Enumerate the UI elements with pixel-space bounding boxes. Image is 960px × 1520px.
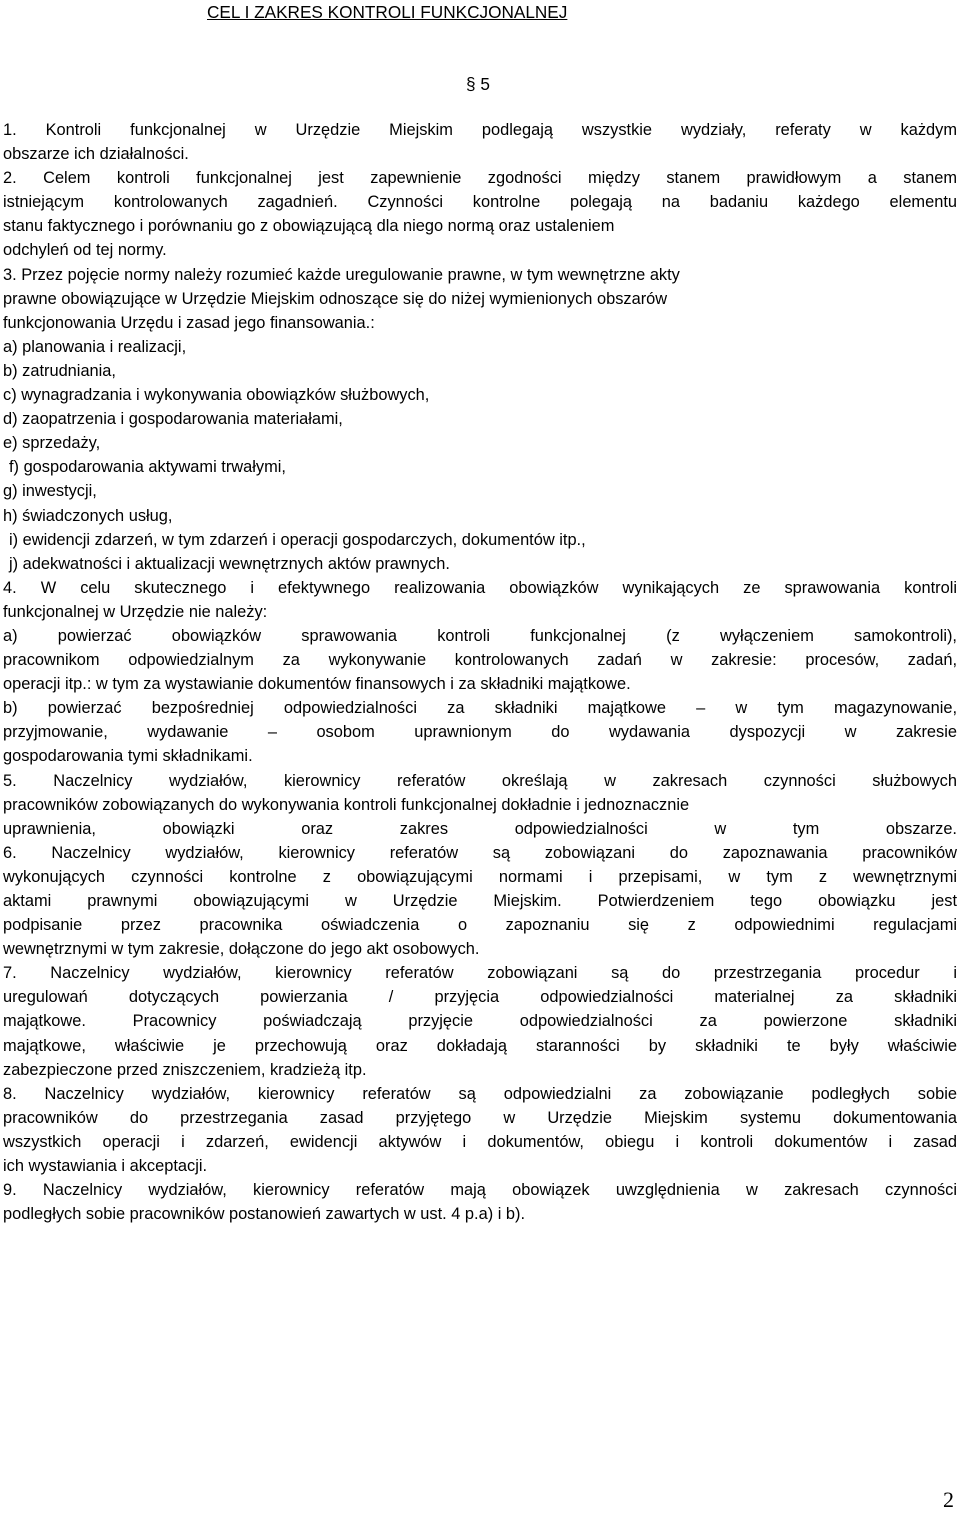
- list-item: j) adekwatności i aktualizacji wewnętrznych aktów prawnych.: [9, 554, 450, 573]
- list-item: f) gospodarowania aktywami trwałymi,: [9, 458, 286, 477]
- text-line: obszarze ich działalności.: [3, 145, 189, 164]
- text-line: 2. Celem kontroli funkcjonalnej jest zapewnienie zgodności między stanem prawidłowym a stanem: [3, 169, 957, 188]
- text-line: 5. Naczelnicy wydziałów, kierownicy referatów określają w zakresach czynności służbowych: [3, 771, 957, 790]
- text-line: 6. Naczelnicy wydziałów, kierownicy referatów są zobowiązani do zapoznawania pracowników: [3, 843, 957, 862]
- document-body: [3, 118, 957, 1226]
- section-symbol: § 5: [466, 74, 490, 94]
- text-line: 1. Kontroli funkcjonalnej w Urzędzie Miejskim podlegają wszystkie wydziały, referaty w każdym: [3, 121, 957, 139]
- list-item: g) inwestycji,: [3, 482, 97, 501]
- list-item: e) sprzedaży,: [3, 434, 101, 453]
- text-line: podpisanie przez pracownika oświadczenia o zapoznaniu się z odpowiednimi regulacjami: [3, 916, 957, 935]
- text-line: odchyleń od tej normy.: [3, 241, 167, 260]
- list-item: i) ewidencji zdarzeń, w tym zdarzeń i operacji gospodarczych, dokumentów itp.,: [9, 530, 586, 549]
- text-line: ich wystawiania i akceptacji.: [3, 1157, 208, 1176]
- text-line: 7. Naczelnicy wydziałów, kierownicy referatów zobowiązani są do przestrzegania procedur i: [3, 964, 957, 983]
- text-line: stanu faktycznego i porównaniu go z obowiązującą dla niego normą oraz ustaleniem: [3, 217, 615, 236]
- text-line: 3. Przez pojęcie normy należy rozumieć każde uregulowanie prawne, w tym wewnętrzne akty: [3, 265, 680, 284]
- text-line: funkcjonalnej w Urzędzie nie należy:: [3, 602, 268, 621]
- list-item: d) zaopatrzenia i gospodarowania materiałami,: [3, 410, 343, 429]
- text-line: gospodarowania tymi składnikami.: [3, 747, 253, 766]
- list-item: a) planowania i realizacji,: [3, 337, 187, 356]
- page-heading: CEL I ZAKRES KONTROLI FUNKCJONALNEJ: [207, 2, 568, 22]
- text-line: pracownikom odpowiedzialnym za wykonywanie kontrolowanych zadań w zakresie: procesów, zadań,: [3, 651, 957, 670]
- text-line: majątkowe. Pracownicy poświadczają przyjęcie odpowiedzialności za powierzone składniki: [3, 1012, 957, 1031]
- text-line: podległych sobie pracowników postanowień zawartych w ust. 4 p.a) i b).: [3, 1205, 526, 1224]
- text-line: wykonujących czynności kontrolne z obowiązującymi normami i przepisami, w tym z wewnętrznymi: [3, 867, 957, 886]
- list-item: c) wynagradzania i wykonywania obowiązków służbowych,: [3, 386, 430, 405]
- text-line: 4. W celu skutecznego i efektywnego realizowania obowiązków wynikających ze sprawowania kontroli: [3, 578, 957, 597]
- text-line: istniejącym kontrolowanych zagadnień. Czynności kontrolne polegają na badaniu każdego elementu: [3, 193, 957, 212]
- list-item: h) świadczonych usług,: [3, 506, 173, 525]
- text-line: majątkowe, właściwie je przechowują oraz dokładają staranności by składniki te były właściwie: [3, 1036, 957, 1055]
- text-line: 8. Naczelnicy wydziałów, kierownicy referatów są odpowiedzialni za zobowiązanie podległych sobie: [3, 1084, 957, 1103]
- text-line: wewnętrznymi w tym zakresie, dołączone do jego akt osobowych.: [3, 940, 480, 959]
- text-line: wszystkich operacji i zdarzeń, ewidencji aktywów i dokumentów, obiegu i kontroli dokumentów i zasad: [3, 1132, 957, 1151]
- text-line: pracowników zobowiązanych do wykonywania kontroli funkcjonalnej dokładnie i jednoznacznie: [3, 795, 690, 814]
- text-line: aktami prawnymi obowiązującymi w Urzędzie Miejskim. Potwierdzeniem tego obowiązku jest: [3, 892, 957, 910]
- text-line: uregulowań dotyczących powierzania / przyjęcia odpowiedzialności materialnej za składniki: [3, 988, 957, 1007]
- text-line: zabezpieczone przed zniszczeniem, kradzieżą itp.: [3, 1060, 367, 1079]
- text-line: uprawnienia, obowiązki oraz zakres odpowiedzialności w tym obszarze.: [3, 819, 957, 838]
- text-line: pracowników do przestrzegania zasad przyjętego w Urzędzie Miejskim systemu dokumentowania: [3, 1108, 957, 1127]
- page-number: 2: [943, 1487, 954, 1512]
- text-line: b) powierzać bezpośredniej odpowiedzialności za składniki majątkowe – w tym magazynowanie,: [3, 699, 957, 718]
- list-item: b) zatrudniania,: [3, 361, 116, 380]
- text-line: a) powierzać obowiązków sprawowania kontroli funkcjonalnej (z wyłączeniem samokontroli),: [3, 626, 957, 645]
- text-line: prawne obowiązujące w Urzędzie Miejskim odnoszące się do niżej wymienionych obszarów: [3, 289, 668, 308]
- text-line: operacji itp.: w tym za wystawianie dokumentów finansowych i za składniki majątkowe.: [3, 675, 631, 694]
- text-line: funkcjonowania Urzędu i zasad jego finansowania.:: [3, 313, 375, 332]
- text-line: 9. Naczelnicy wydziałów, kierownicy referatów mają obowiązek uwzględnienia w zakresach czynności: [3, 1181, 957, 1200]
- text-line: przyjmowanie, wydawanie – osobom uprawnionym do wydawania dyspozycji w zakresie: [3, 723, 957, 742]
